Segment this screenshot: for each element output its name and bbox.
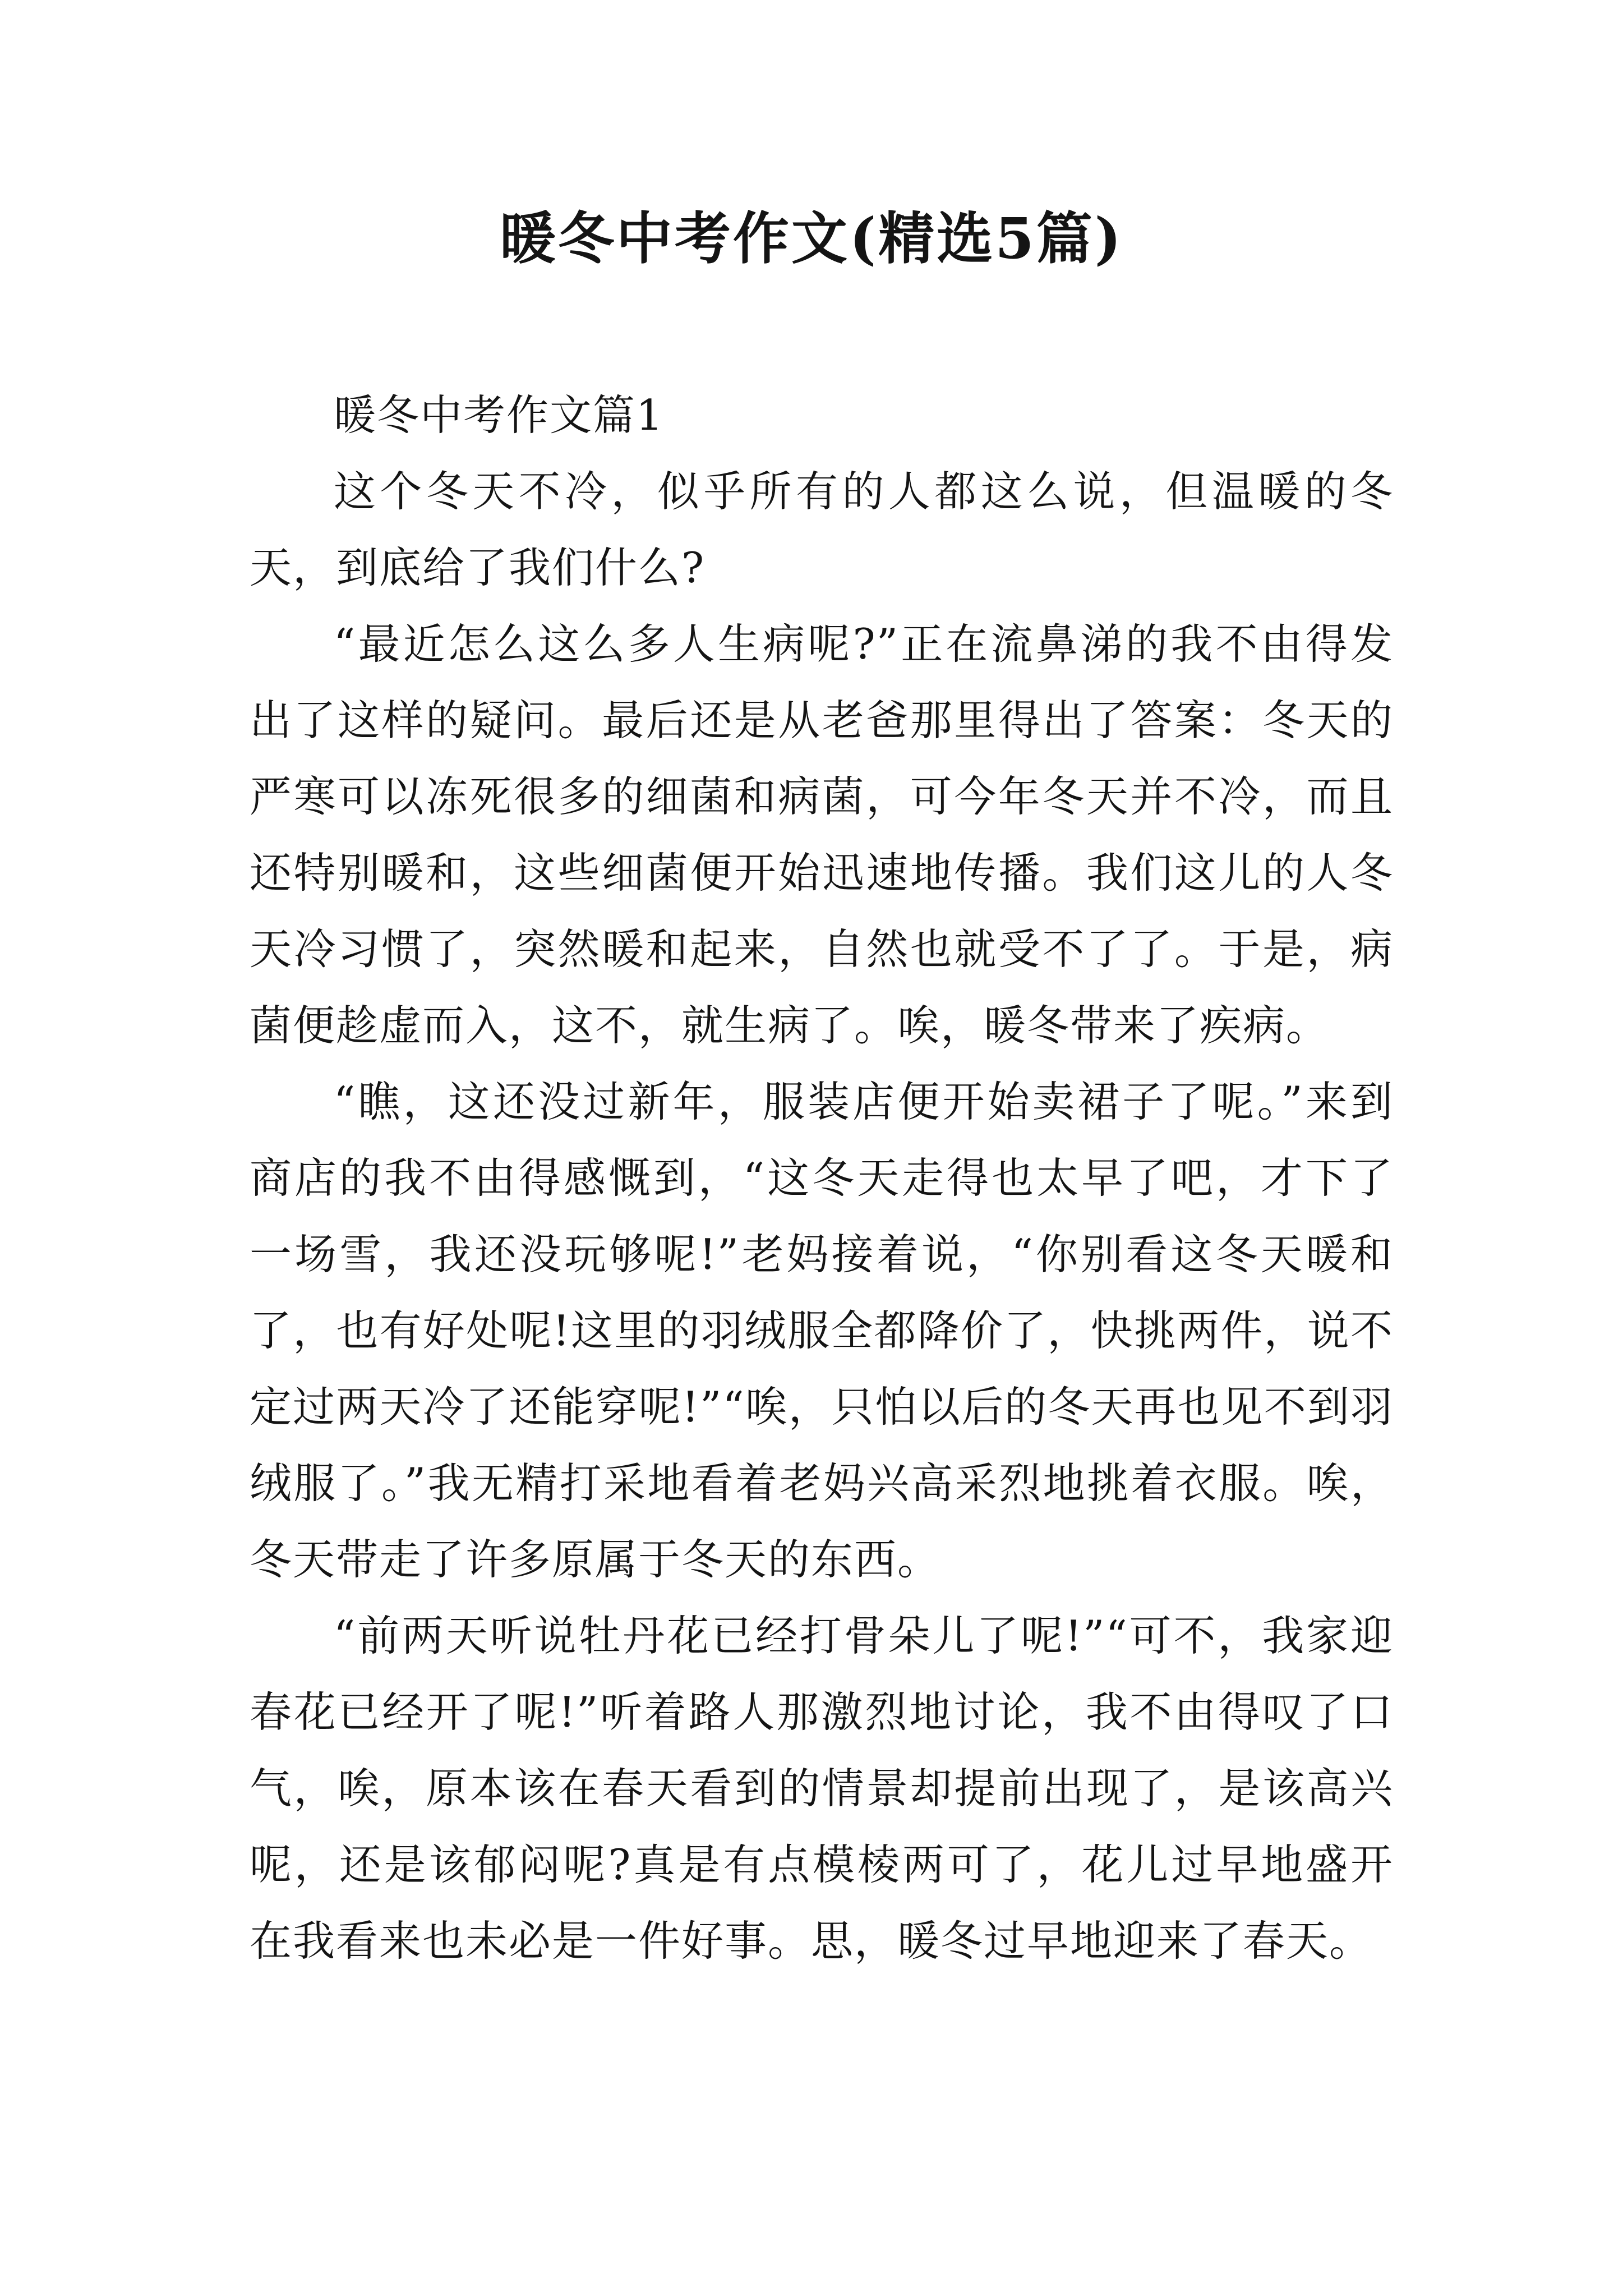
section-heading: 暖冬中考作文篇1 [334,390,664,440]
document-title: 暖冬中考作文(精选5篇) [499,205,1124,272]
paragraph: 这个冬天不冷，似乎所有的人都这么说，但温暖的冬天，到底给了我们什么? [250,467,1394,592]
paragraph: “瞧，这还没过新年，服装店便开始卖裙子了呢。”来到商店的我不由得感慨到，“这冬天走得也太早了吧，才下了一场雪，我还没玩够呢!”老妈接着说，“你别看这冬天暖和了，也有好处呢!这里的羽绒服全都降价了，快挑两件，说不定过两天冷了还能穿呢!”“唉，只怕以后的冬天再也见不到羽绒服了。”我无精打采地看着老妈兴高采烈地挑着衣服。唉，冬天带走了许多原属于冬天的东西。 [250,1077,1394,1584]
document-body [250,377,1394,1979]
paragraph: “最近怎么这么多人生病呢?”正在流鼻涕的我不由得发出了这样的疑问。最后还是从老爸那里得出了答案：冬天的严寒可以冻死很多的细菌和病菌，可今年冬天并不冷，而且还特别暖和，这些细菌便开始迅速地传播。我们这儿的人冬天冷习惯了，突然暖和起来，自然也就受不了了。于是，病菌便趁虚而入，这不，就生病了。唉，暖冬带来了疾病。 [250,619,1394,1050]
paragraph: “前两天听说牡丹花已经打骨朵儿了呢!”“可不，我家迎春花已经开了呢!”听着路人那激烈地讨论，我不由得叹了口气，唉，原本该在春天看到的情景却提前出现了，是该高兴呢，还是该郁闷呢?真是有点模棱两可了，花儿过早地盛开在我看来也未必是一件好事。思，暖冬过早地迎来了春天。 [250,1611,1394,1966]
